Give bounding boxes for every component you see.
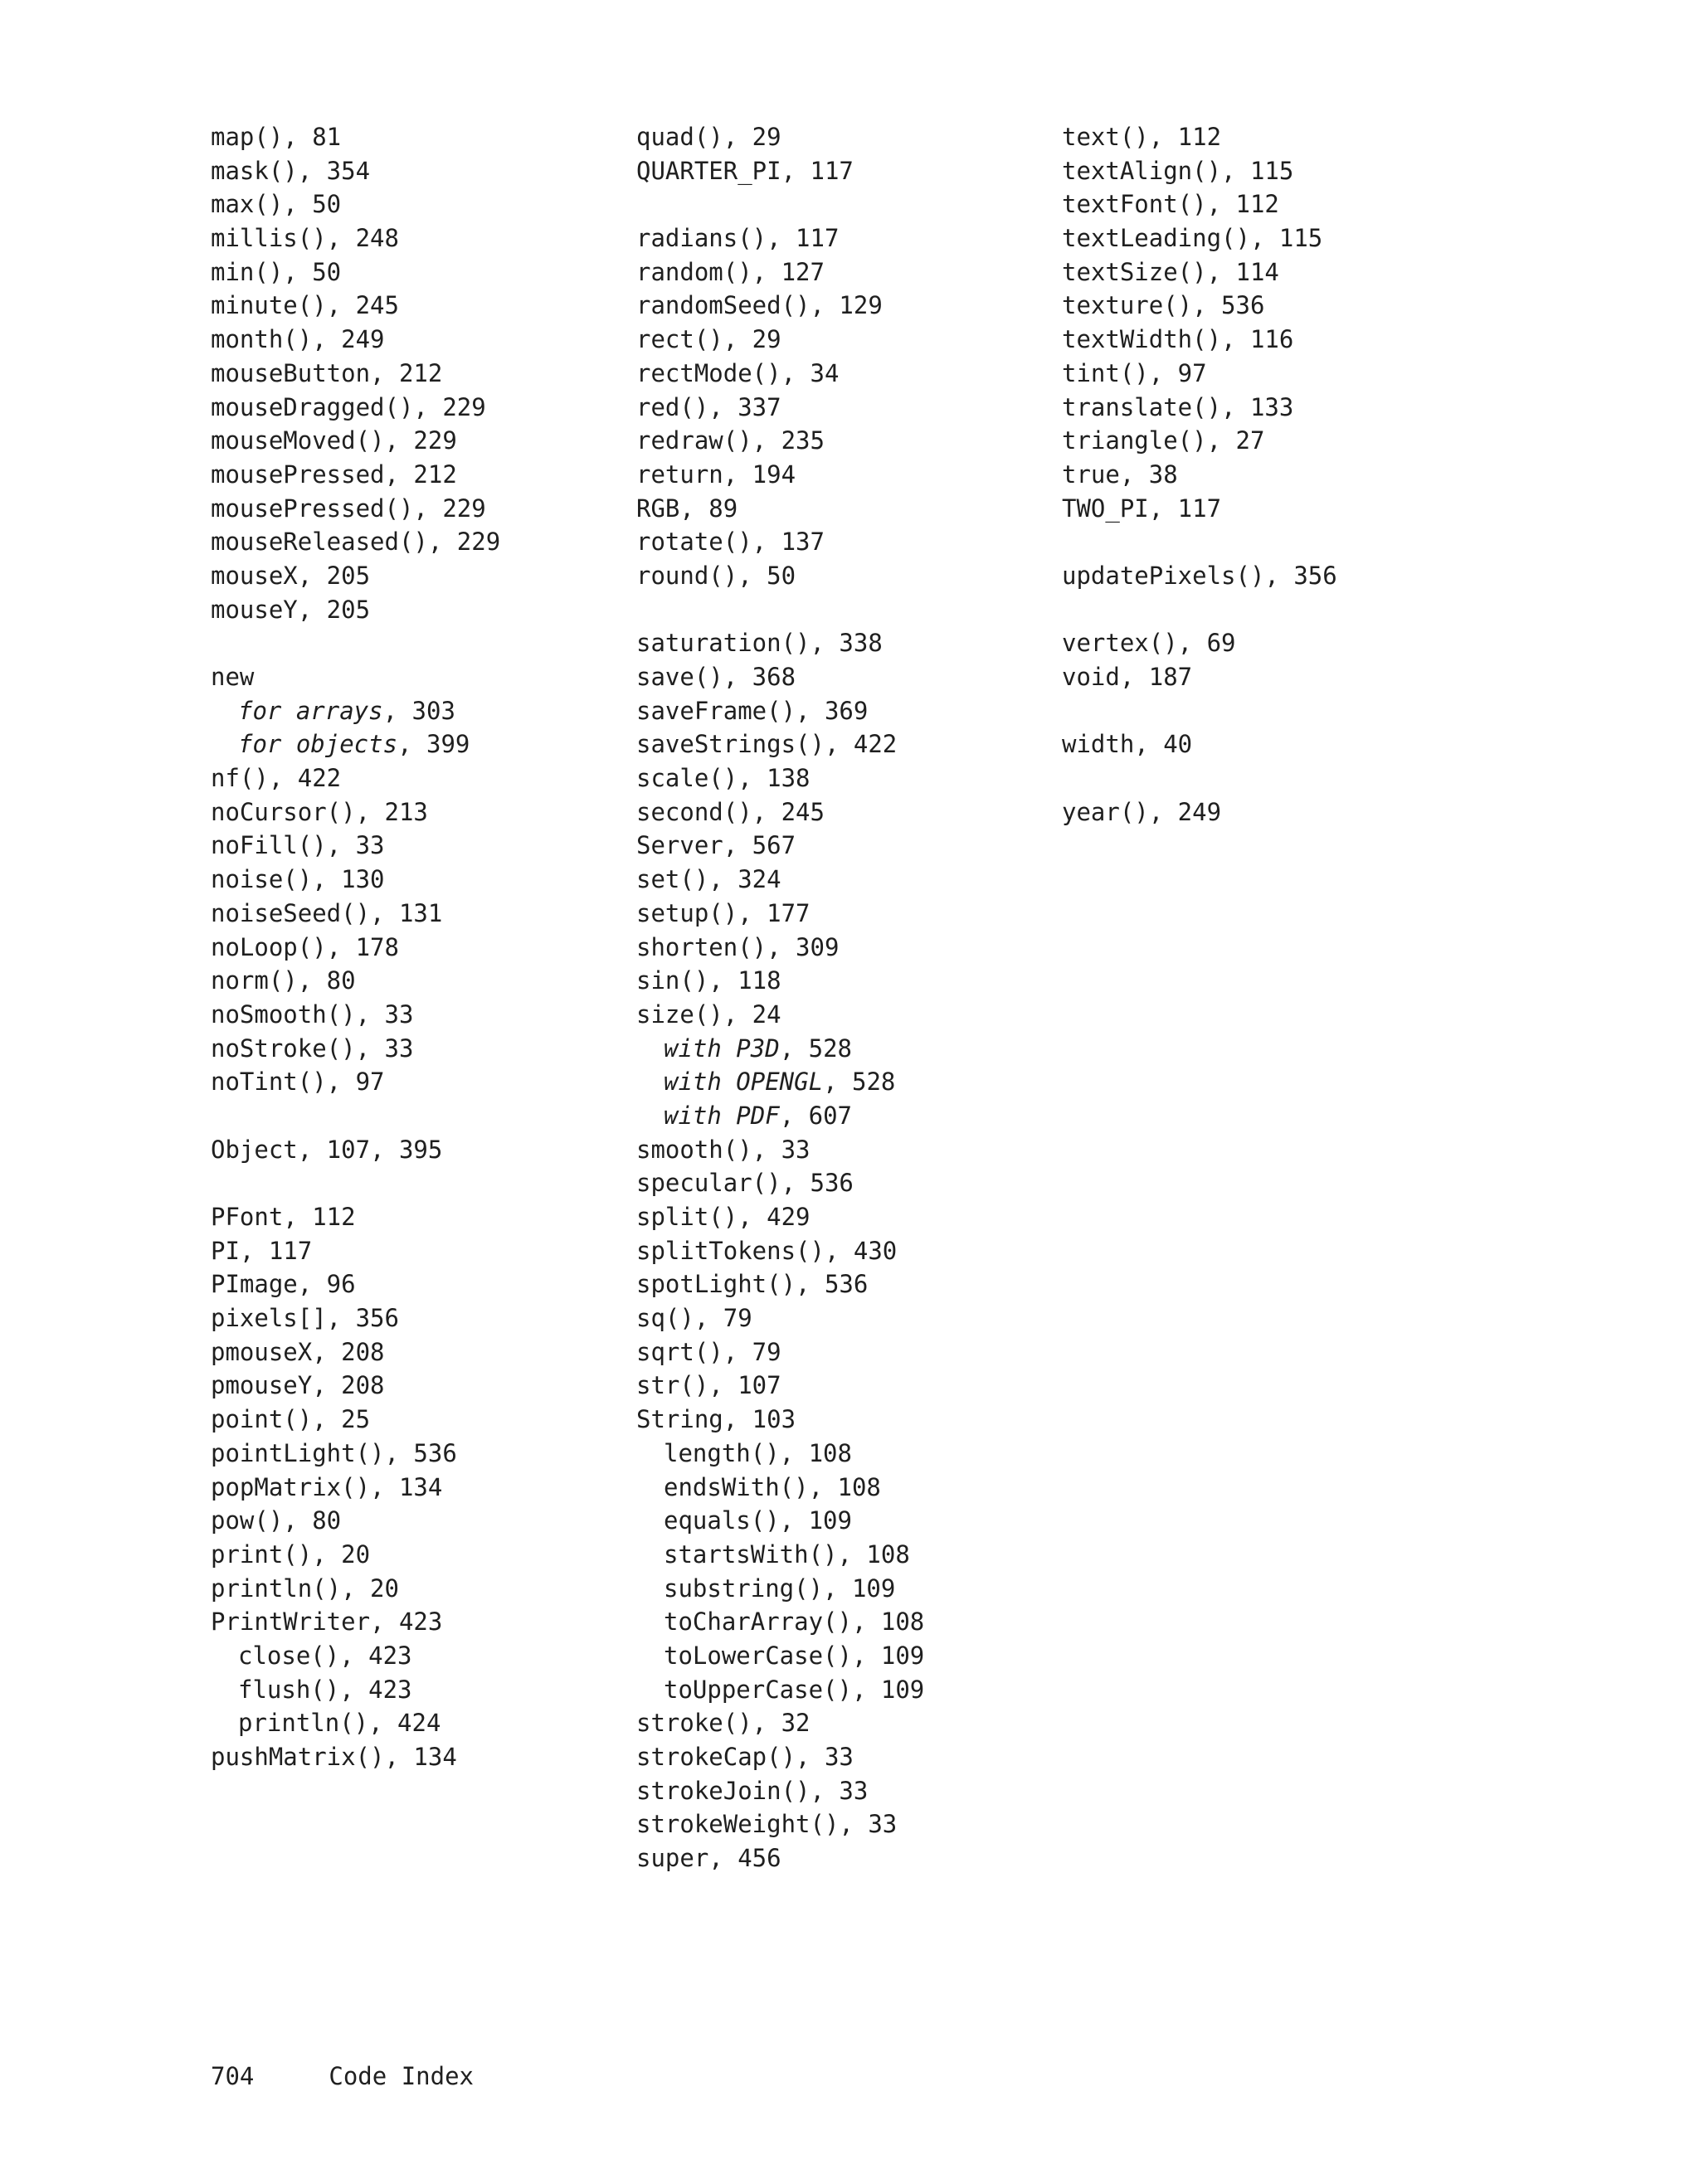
index-entry: map(), 81 [211, 123, 342, 151]
index-entry: translate(), 133 [1062, 392, 1294, 421]
index-entry: RGB, 89 [636, 494, 738, 523]
index-entry: textAlign(), 115 [1062, 156, 1294, 185]
index-entry: save(), 368 [636, 663, 796, 691]
index-entry-pages: , 399 [397, 730, 470, 759]
index-entry: text(), 112 [1062, 123, 1222, 151]
index-entry: noise(), 130 [211, 865, 385, 894]
index-entry: void, 187 [1062, 663, 1193, 691]
index-entry: mousePressed, 212 [211, 460, 457, 489]
index-entry: super, 456 [636, 1844, 781, 1873]
index-entry: mouseReleased(), 229 [211, 528, 501, 557]
index-subentry [636, 1065, 1051, 1099]
index-gap [1062, 525, 1477, 559]
index-gap [1062, 761, 1477, 795]
index-entry: minute(), 245 [211, 291, 399, 320]
index-entry: vertex(), 69 [1062, 629, 1236, 658]
index-entry: return, 194 [636, 460, 796, 489]
index-gap [1062, 593, 1477, 627]
index-entry: saveFrame(), 369 [636, 696, 869, 725]
index-entry: randomSeed(), 129 [636, 291, 883, 320]
index-subentry: substring(), 109 [664, 1574, 896, 1603]
index-entry: red(), 337 [636, 392, 781, 421]
index-entry: size(), 24 [636, 1000, 781, 1029]
index-subentry: toLowerCase(), 109 [664, 1641, 925, 1670]
index-entry: set(), 324 [636, 865, 781, 894]
index-entry: radians(), 117 [636, 224, 840, 253]
index-entry: pmouseY, 208 [211, 1371, 385, 1400]
index-entry: textWidth(), 116 [1062, 325, 1294, 354]
index-entry: noStroke(), 33 [211, 1034, 414, 1063]
index-entry: Object, 107, 395 [211, 1135, 443, 1164]
index-entry: pixels[], 356 [211, 1304, 399, 1333]
index-subentry [636, 1032, 1051, 1066]
index-gap [1062, 694, 1477, 728]
index-entry: mouseY, 205 [211, 595, 371, 624]
index-entry: noSmooth(), 33 [211, 1000, 414, 1029]
index-subentry [211, 694, 626, 728]
index-entry: textLeading(), 115 [1062, 224, 1323, 253]
page-number: 704 [211, 2062, 255, 2090]
index-entry: spotLight(), 536 [636, 1270, 869, 1299]
index-entry: rectMode(), 34 [636, 358, 840, 387]
index-entry: mouseButton, 212 [211, 358, 443, 387]
index-entry: str(), 107 [636, 1371, 781, 1400]
index-gap [211, 626, 626, 660]
index-entry: texture(), 536 [1062, 291, 1265, 320]
index-entry: String, 103 [636, 1405, 796, 1434]
index-entry: point(), 25 [211, 1405, 371, 1434]
index-entry: month(), 249 [211, 325, 385, 354]
index-entry: split(), 429 [636, 1203, 811, 1231]
index-subentry: equals(), 109 [664, 1506, 852, 1535]
index-entry: strokeJoin(), 33 [636, 1776, 869, 1805]
index-entry: saturation(), 338 [636, 629, 883, 658]
index-gap [636, 593, 1051, 627]
index-entry: TWO_PI, 117 [1062, 494, 1222, 523]
index-entry-qualifier: with PDF [664, 1101, 780, 1130]
index-column-1 [211, 120, 626, 1774]
index-entry: max(), 50 [211, 190, 342, 219]
index-entry: mouseDragged(), 229 [211, 392, 486, 421]
index-subentry: startsWith(), 108 [664, 1540, 910, 1569]
index-entry: scale(), 138 [636, 764, 811, 793]
index-entry: norm(), 80 [211, 966, 356, 995]
index-entry: splitTokens(), 430 [636, 1236, 898, 1265]
index-gap [211, 1099, 626, 1133]
index-entry: rotate(), 137 [636, 528, 825, 557]
index-entry: mouseMoved(), 229 [211, 426, 457, 455]
index-entry: width, 40 [1062, 730, 1193, 759]
index-entry-pages: , 528 [779, 1034, 852, 1063]
index-entry: strokeWeight(), 33 [636, 1810, 898, 1839]
index-entry: noTint(), 97 [211, 1068, 385, 1097]
index-entry: pushMatrix(), 134 [211, 1743, 457, 1771]
index-entry: year(), 249 [1062, 797, 1222, 826]
index-entry: stroke(), 32 [636, 1709, 811, 1738]
index-entry: millis(), 248 [211, 224, 399, 253]
index-subentry: close(), 423 [238, 1641, 412, 1670]
index-entry: sin(), 118 [636, 966, 781, 995]
index-entry: round(), 50 [636, 561, 796, 590]
index-entry: rect(), 29 [636, 325, 781, 354]
index-entry: specular(), 536 [636, 1169, 854, 1198]
index-subentry: println(), 424 [238, 1709, 441, 1738]
index-entry: PImage, 96 [211, 1270, 356, 1299]
index-entry: strokeCap(), 33 [636, 1743, 854, 1771]
index-entry: PrintWriter, 423 [211, 1608, 443, 1637]
index-entry: shorten(), 309 [636, 932, 840, 961]
page-footer [211, 2060, 474, 2093]
index-subentry: length(), 108 [664, 1438, 852, 1467]
index-entry: smooth(), 33 [636, 1135, 811, 1164]
index-entry: println(), 20 [211, 1574, 399, 1603]
index-subentry: toUpperCase(), 109 [664, 1675, 925, 1704]
index-entry: noiseSeed(), 131 [211, 898, 443, 927]
index-entry: sqrt(), 79 [636, 1337, 781, 1366]
index-entry: setup(), 177 [636, 898, 811, 927]
index-entry: new [211, 663, 255, 691]
index-entry: updatePixels(), 356 [1062, 561, 1337, 590]
index-entry: textFont(), 112 [1062, 190, 1279, 219]
index-entry: nf(), 422 [211, 764, 342, 793]
index-subentry: toCharArray(), 108 [664, 1608, 925, 1637]
index-entry: Server, 567 [636, 831, 796, 860]
index-entry: random(), 127 [636, 257, 825, 286]
index-entry: noLoop(), 178 [211, 932, 399, 961]
index-entry: noFill(), 33 [211, 831, 385, 860]
index-gap [636, 187, 1051, 221]
index-entry: PI, 117 [211, 1236, 313, 1265]
index-entry-qualifier: with OPENGL [664, 1068, 824, 1097]
index-entry-qualifier: for objects [238, 730, 398, 759]
index-entry: popMatrix(), 134 [211, 1472, 443, 1501]
index-entry: quad(), 29 [636, 123, 781, 151]
index-entry: mask(), 354 [211, 156, 371, 185]
index-subentry: endsWith(), 108 [664, 1472, 881, 1501]
index-subentry: flush(), 423 [238, 1675, 412, 1704]
index-entry: sq(), 79 [636, 1304, 752, 1333]
index-column-3 [1062, 120, 1477, 829]
index-subentry [636, 1099, 1051, 1133]
index-entry: min(), 50 [211, 257, 342, 286]
index-entry: PFont, 112 [211, 1203, 356, 1231]
index-entry: mouseX, 205 [211, 561, 371, 590]
index-entry-qualifier: for arrays [238, 696, 383, 725]
index-entry: second(), 245 [636, 797, 825, 826]
index-subentry [211, 727, 626, 761]
index-column-2 [636, 120, 1051, 1875]
index-entry: pointLight(), 536 [211, 1438, 457, 1467]
index-entry: tint(), 97 [1062, 358, 1207, 387]
index-entry-pages: , 303 [382, 696, 455, 725]
index-entry: textSize(), 114 [1062, 257, 1279, 286]
index-entry: mousePressed(), 229 [211, 494, 486, 523]
index-entry: print(), 20 [211, 1540, 371, 1569]
index-entry: pow(), 80 [211, 1506, 342, 1535]
index-entry-pages: , 607 [779, 1101, 852, 1130]
index-entry: saveStrings(), 422 [636, 730, 898, 759]
section-title: Code Index [329, 2062, 474, 2090]
index-entry-pages: , 528 [823, 1068, 896, 1097]
index-entry: noCursor(), 213 [211, 797, 428, 826]
index-entry: pmouseX, 208 [211, 1337, 385, 1366]
index-gap [211, 1166, 626, 1200]
index-entry: QUARTER_PI, 117 [636, 156, 854, 185]
index-entry: triangle(), 27 [1062, 426, 1265, 455]
index-entry: redraw(), 235 [636, 426, 825, 455]
index-entry: true, 38 [1062, 460, 1178, 489]
index-entry-qualifier: with P3D [664, 1034, 780, 1063]
